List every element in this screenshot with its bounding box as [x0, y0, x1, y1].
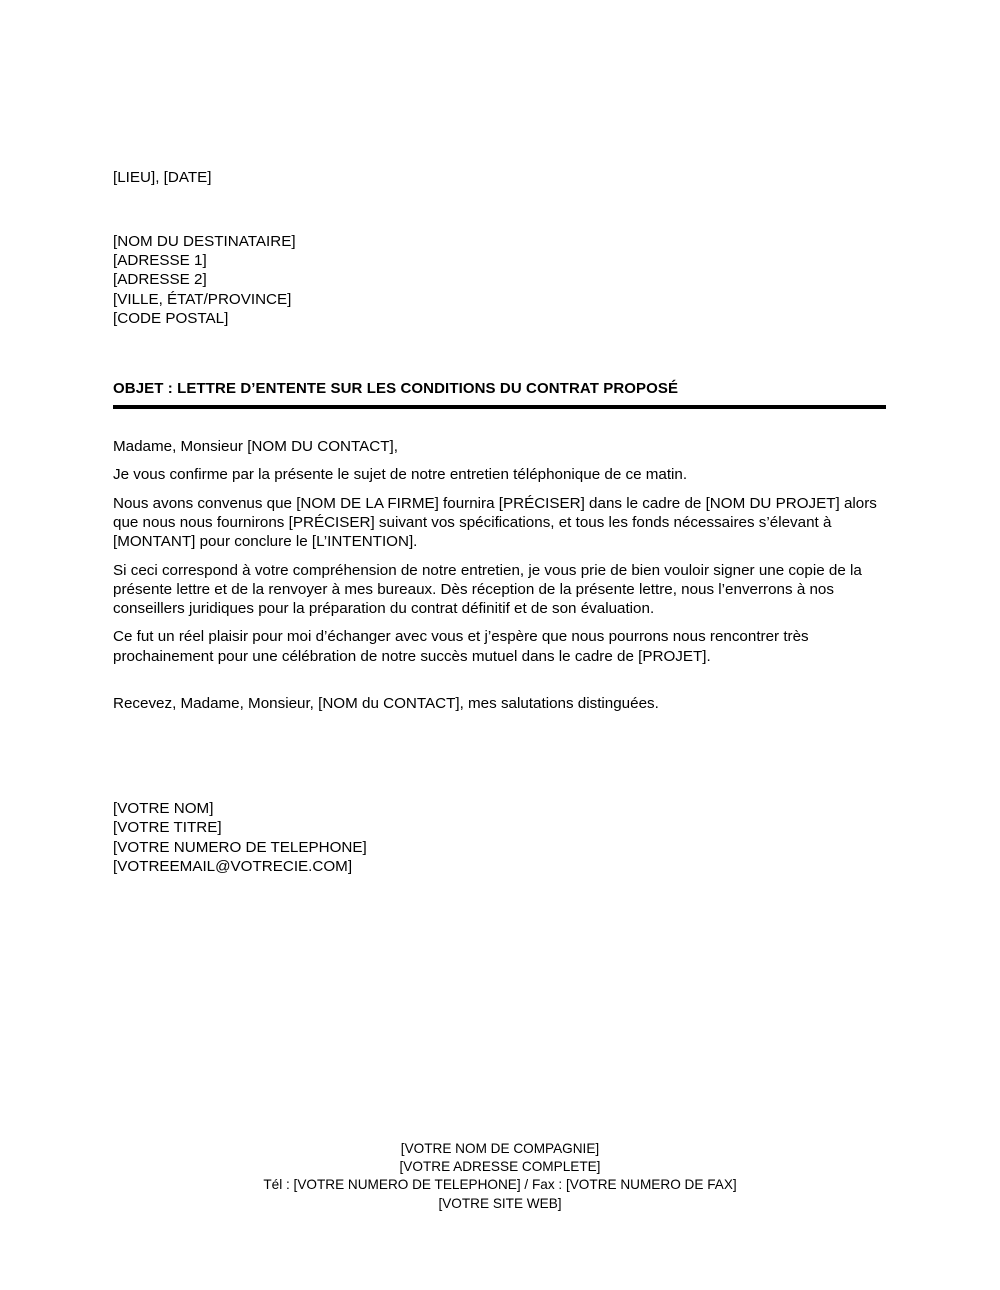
footer-line: Tél : [VOTRE NUMERO DE TELEPHONE] / Fax : [VOTRE NUMERO DE FAX]	[263, 1177, 737, 1193]
recipient-line: [NOM DU DESTINATAIRE]	[113, 233, 296, 250]
letter-body	[113, 168, 886, 876]
recipient-line: [ADRESSE 1]	[113, 252, 207, 270]
body-paragraph: Nous avons convenus que [NOM DE LA FIRME] fournira [PRÉCISER] dans le cadre de [NOM DU PROJET] alors que nous nous fournirons [PRÉCISER] suivant vos spécifications, et tous les fonds nécessaires s’élevant à [MONTANT] pour conclure le [L’INTENTION].	[113, 494, 877, 551]
subject-divider-rule	[113, 405, 886, 409]
recipient-address-block	[113, 232, 886, 328]
recipient-line: [CODE POSTAL]	[113, 309, 229, 327]
recipient-line: [VILLE, ÉTAT/PROVINCE]	[113, 290, 292, 308]
salutation: Madame, Monsieur [NOM DU CONTACT],	[113, 438, 398, 456]
signature-line: [VOTRE NUMERO DE TELEPHONE]	[113, 838, 367, 856]
date-and-place-line: [LIEU], [DATE]	[113, 169, 212, 186]
signature-line: [VOTRE TITRE]	[113, 819, 222, 837]
closing-salutation: Recevez, Madame, Monsieur, [NOM du CONTACT], mes salutations distinguées.	[113, 694, 659, 712]
letter-text-block	[113, 437, 886, 713]
footer-line: [VOTRE ADRESSE COMPLETE]	[399, 1159, 601, 1175]
signature-line: [VOTREEMAIL@VOTRECIE.COM]	[113, 857, 353, 875]
body-paragraph: Je vous confirme par la présente le sujet de notre entretien téléphonique de ce matin.	[113, 466, 688, 484]
subject-heading: OBJET : LETTRE D’ENTENTE SUR LES CONDITIONS DU CONTRAT PROPOSÉ	[113, 380, 679, 398]
signature-line: [VOTRE NOM]	[113, 800, 214, 818]
body-paragraph: Si ceci correspond à votre compréhension de notre entretien, je vous prie de bien vouloir signer une copie de la présente lettre et de la renvoyer à mes bureaux. Dès réception de la présente lettre, nous l’enverrons à nos conseillers juridiques pour la préparation du contrat définitif et de son évaluation.	[113, 561, 862, 618]
signature-block	[113, 799, 886, 876]
page-footer	[0, 1140, 1000, 1213]
subject-section	[113, 380, 886, 409]
footer-line: [VOTRE NOM DE COMPAGNIE]	[400, 1141, 600, 1156]
body-paragraph: Ce fut un réel plaisir pour moi d’échanger avec vous et j’espère que nous pourrons nous rencontrer très prochainement pour une célébration de notre succès mutuel dans le cadre de [PROJET].	[113, 628, 809, 665]
recipient-line: [ADRESSE 2]	[113, 271, 207, 289]
footer-line: [VOTRE SITE WEB]	[438, 1195, 562, 1211]
